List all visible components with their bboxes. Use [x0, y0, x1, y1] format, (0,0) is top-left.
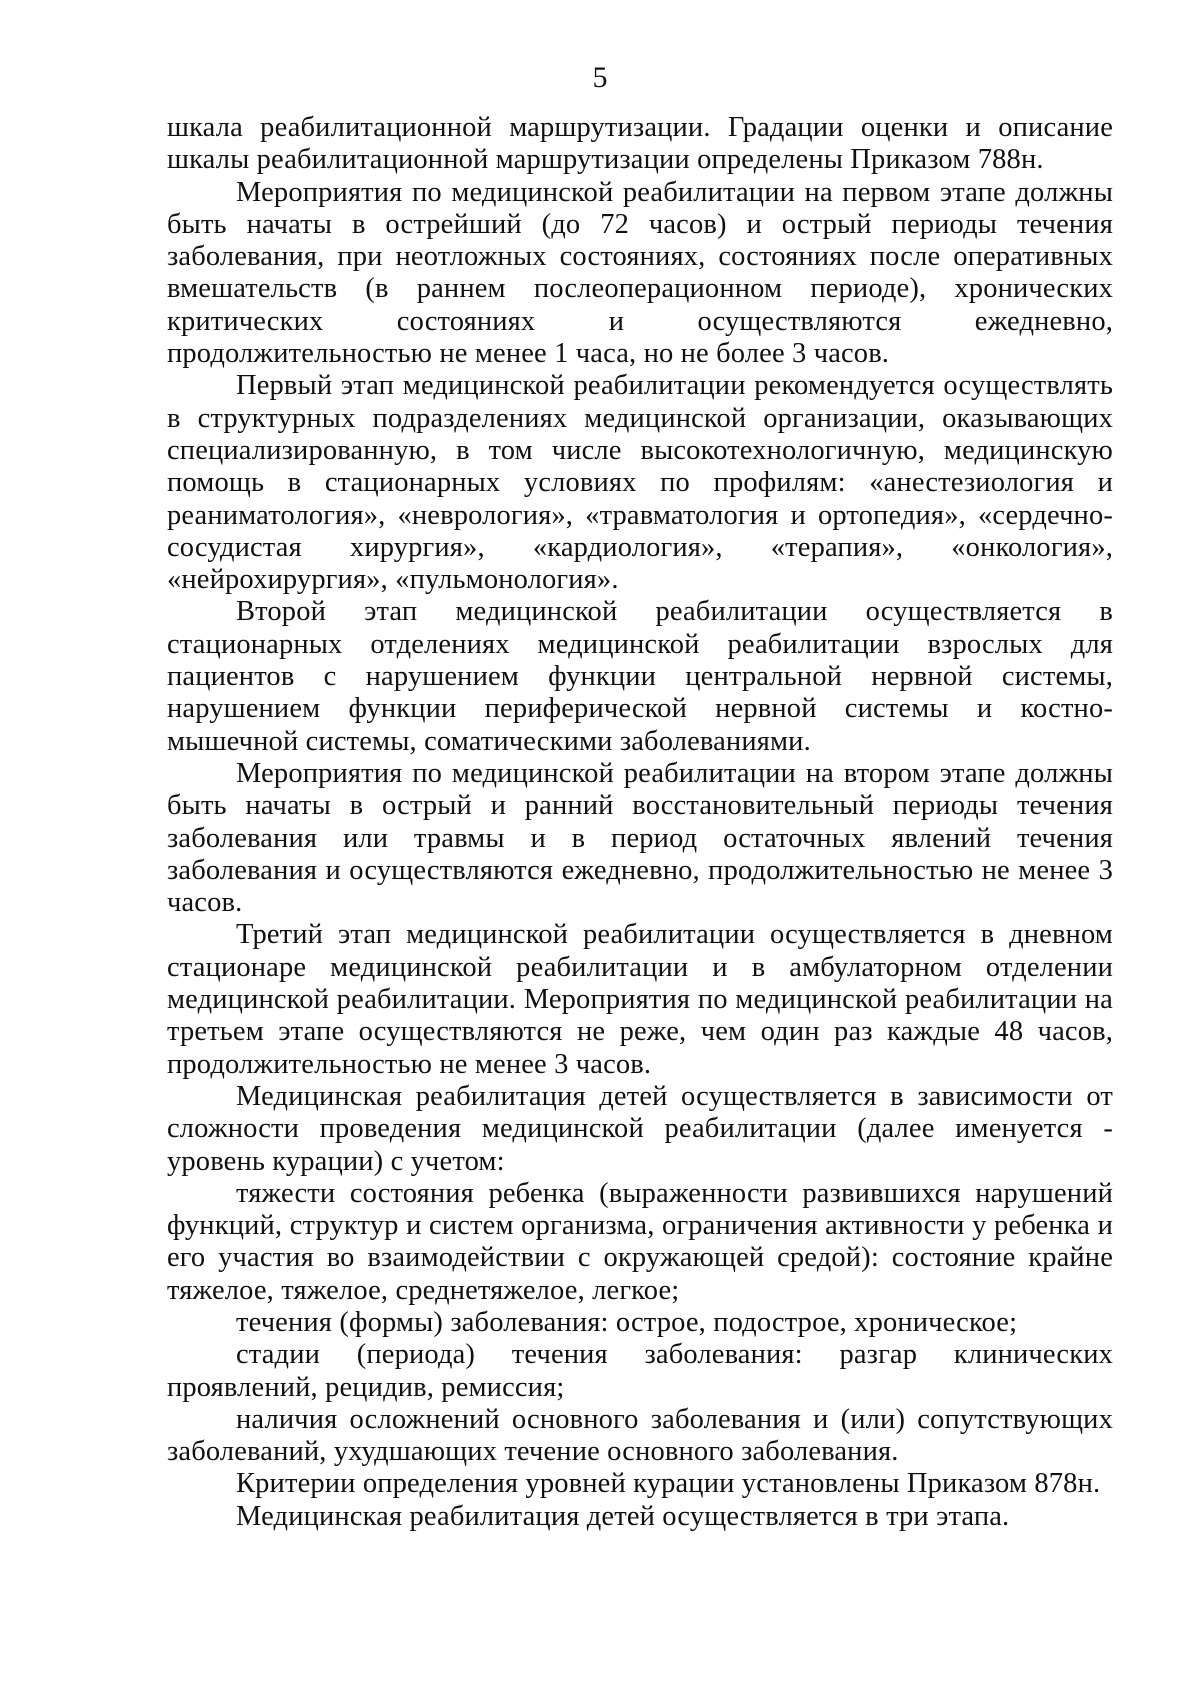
- paragraph-three-stages: Медицинская реабилитация детей осуществляется в три этапа.: [236, 1500, 1010, 1532]
- paragraph-second-stage-timing: Мероприятия по медицинской реабилитации на втором этапе должны быть начаты в острый и ранний восстановительный периоды течения заболевания или травмы и в период остаточных явлений течения заболевания и осуществляются ежедневно, продолжительностью не менее 3 часов.: [167, 757, 1113, 919]
- paragraph-curation-criteria: Критерии определения уровней курации установлены Приказом 878н.: [236, 1468, 1101, 1500]
- paragraph-children-rehab: Медицинская реабилитация детей осуществляется в зависимости от сложности проведения медицинской реабилитации (далее именуется - уровень курации) с учетом:: [167, 1080, 1113, 1177]
- document-body: [167, 112, 1113, 1533]
- paragraph-rehab-routing-scale: шкала реабилитационной маршрутизации. Градации оценки и описание шкалы реабилитационной маршрутизации определены Приказом 788н.: [167, 112, 1113, 176]
- list-item-condition-severity: тяжести состояния ребенка (выраженности развившихся нарушений функций, структур и систем организма, ограничения активности у ребенка и его участия во взаимодействии с окружающей средой): состояние крайне тяжелое, тяжелое, среднетяжелое, легкое;: [167, 1177, 1113, 1306]
- paragraph-first-stage-timing: Мероприятия по медицинской реабилитации на первом этапе должны быть начаты в острейший (до 72 часов) и острый периоды течения заболевания, при неотложных состояниях, состояниях после оперативных вмешательств (в раннем послеоперационном периоде), хронических критических состояниях и осуществляются ежедневно, продолжительностью не менее 1 часа, но не более 3 часов.: [167, 176, 1113, 370]
- paragraph-first-stage-location: Первый этап медицинской реабилитации рекомендуется осуществлять в структурных подразделениях медицинской организации, оказывающих специализированную, в том числе высокотехнологичную, медицинскую помощь в стационарных условиях по профилям: «анестезиология и реаниматология», «неврология», «травматология и ортопедия», «сердечно-сосудистая хирургия», «кардиология», «терапия», «онкология», «нейрохирургия», «пульмонология».: [167, 370, 1113, 596]
- list-item-disease-form: течения (формы) заболевания: острое, подострое, хроническое;: [236, 1306, 1018, 1338]
- page-number: 5: [592, 61, 608, 94]
- paragraph-third-stage: Третий этап медицинской реабилитации осуществляется в дневном стационаре медицинской реабилитации и в амбулаторном отделении медицинской реабилитации. Мероприятия по медицинской реабилитации на третьем этапе осуществляются не реже, чем один раз каждые 48 часов, продолжительностью не менее 3 часов.: [167, 919, 1113, 1080]
- list-item-disease-stage: стадии (периода) течения заболевания: разгар клинических проявлений, рецидив, ремиссия;: [167, 1339, 1113, 1403]
- list-item-complications: наличия осложнений основного заболевания и (или) сопутствующих заболеваний, ухудшающих течение основного заболевания.: [167, 1403, 1113, 1468]
- paragraph-second-stage-location: Второй этап медицинской реабилитации осуществляется в стационарных отделениях медицинской реабилитации взрослых для пациентов с нарушением функции центральной нервной системы, нарушением функции периферической нервной системы и костно-мышечной системы, соматическими заболеваниями.: [167, 596, 1113, 757]
